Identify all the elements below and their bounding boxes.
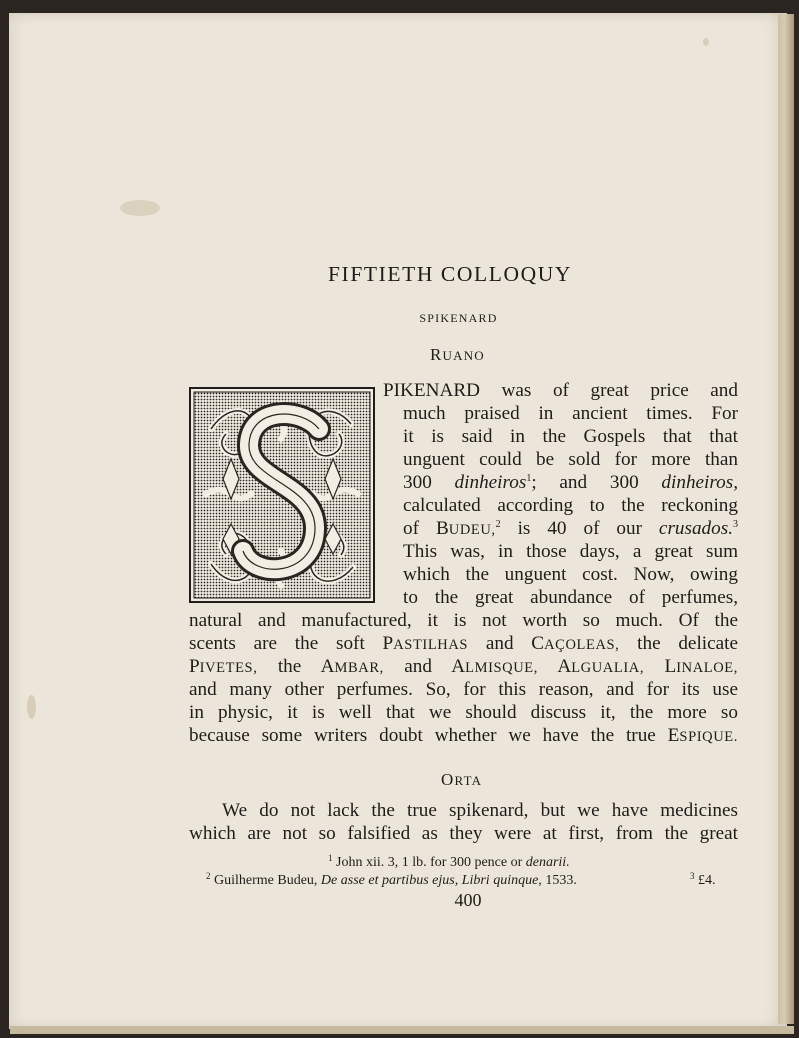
page-number: 400 [454, 890, 482, 910]
text-line: natural and manufactured, it is not worth so much. Of the [189, 610, 738, 631]
smallcaps-initial: C [531, 633, 545, 654]
speaker-orta [441, 770, 482, 790]
footnote-text: 1533. [541, 873, 577, 888]
text-span [644, 656, 664, 677]
text-line: unguent could be sold for more than [403, 449, 738, 470]
footnote-2 [206, 873, 577, 889]
smallcaps-rest: INALOE, [676, 660, 738, 676]
text-line [189, 655, 738, 680]
dropcap-ornament-icon [191, 389, 373, 601]
text-line: We do not lack the true spikenard, but we have medicines [222, 800, 738, 821]
text-span: 300 [403, 472, 455, 493]
smallcaps-initial: L [664, 656, 677, 677]
smallcaps-initial: A [451, 656, 466, 677]
text-line: in physic, it is well that we should discuss it, the more so [189, 702, 738, 723]
footnote-text: John xii. 3, 1 lb. for 300 pence or [336, 855, 526, 870]
speaker-rest: UANO [442, 348, 485, 363]
smallcaps-rest: ASTILHAS [393, 637, 469, 653]
footnote-number: 3 [690, 871, 695, 881]
footnote-text: Guilherme Budeu, [214, 873, 321, 888]
page-title: FIFTIETH COLLOQUY [328, 262, 572, 286]
smallcaps-rest: AÇOLEAS, [544, 637, 620, 653]
text-line: and many other perfumes. So, for this reason, and for its use [189, 679, 738, 700]
smallcaps-initial: A [320, 656, 335, 677]
paper-stain [703, 38, 709, 46]
text-line [189, 632, 738, 657]
text-span: ; and 300 [531, 472, 662, 493]
footnote-number: 1 [328, 853, 333, 863]
text-span: and [383, 656, 452, 677]
smallcaps-initial: A [557, 656, 572, 677]
text-line [403, 517, 738, 542]
italic-term: dinheiros [454, 472, 527, 493]
speaker-initial: O [441, 770, 455, 789]
text-line: much praised in ancient times. For [403, 403, 738, 424]
smallcaps-rest: UDEU, [448, 522, 496, 538]
text-line: This was, in those days, a great sum [403, 541, 738, 562]
footnote-3 [690, 873, 716, 889]
text-line: PIKENARD was of great price and [383, 380, 738, 401]
text-span: scents are the soft [189, 633, 383, 654]
page-edge [778, 14, 794, 1024]
footnote-ref: 2 [495, 519, 501, 530]
footnote-ref: 3 [733, 519, 739, 530]
text-span: and [468, 633, 532, 654]
smallcaps-initial: P [382, 633, 394, 654]
text-span: is 40 of our [500, 518, 659, 539]
footnote-italic: denarii. [525, 855, 570, 870]
text-line: which are not so falsified as they were at first, from the great [189, 823, 738, 844]
footnote-italic: De asse et partibus ejus, Libri quinque, [320, 873, 542, 888]
page-subtitle: SPIKENARD [419, 311, 498, 325]
paper-stain [120, 200, 160, 216]
smallcaps-rest: IVETES, [199, 660, 258, 676]
italic-term: dinheiros, [661, 472, 738, 493]
text-line: it is said in the Gospels that that [403, 426, 738, 447]
footnote-number: 2 [206, 871, 211, 881]
smallcaps-rest: SPIQUE. [679, 729, 738, 745]
speaker-ruano [430, 345, 485, 365]
decorative-dropcap [189, 387, 375, 603]
smallcaps-initial: B [435, 518, 449, 539]
text-line: to the great abundance of perfumes, [403, 587, 738, 608]
speaker-initial: R [430, 345, 443, 364]
paper-stain [27, 695, 36, 719]
text-span: the delicate [619, 633, 738, 654]
text-line [189, 724, 738, 749]
footnote-ref: 1 [526, 473, 532, 484]
footnote-text: £4. [698, 873, 716, 888]
text-span [538, 656, 557, 677]
footnote-1 [328, 855, 570, 871]
text-span: because some writers doubt whether we have the true [189, 725, 668, 746]
page-bottom-edge [10, 1026, 794, 1034]
smallcaps-initial: E [667, 725, 680, 746]
smallcaps-rest: LMISQUE, [465, 660, 538, 676]
smallcaps-initial: P [189, 656, 200, 677]
text-line [403, 471, 738, 494]
text-span: of [403, 518, 436, 539]
text-span: the [257, 656, 321, 677]
smallcaps-rest: MBAR, [334, 660, 384, 676]
italic-term: crusados. [658, 518, 734, 539]
speaker-rest: RTA [454, 773, 483, 788]
text-line: which the unguent cost. Now, owing [403, 564, 738, 585]
text-line: calculated according to the reckoning [403, 495, 738, 516]
smallcaps-rest: LGUALIA, [571, 660, 645, 676]
